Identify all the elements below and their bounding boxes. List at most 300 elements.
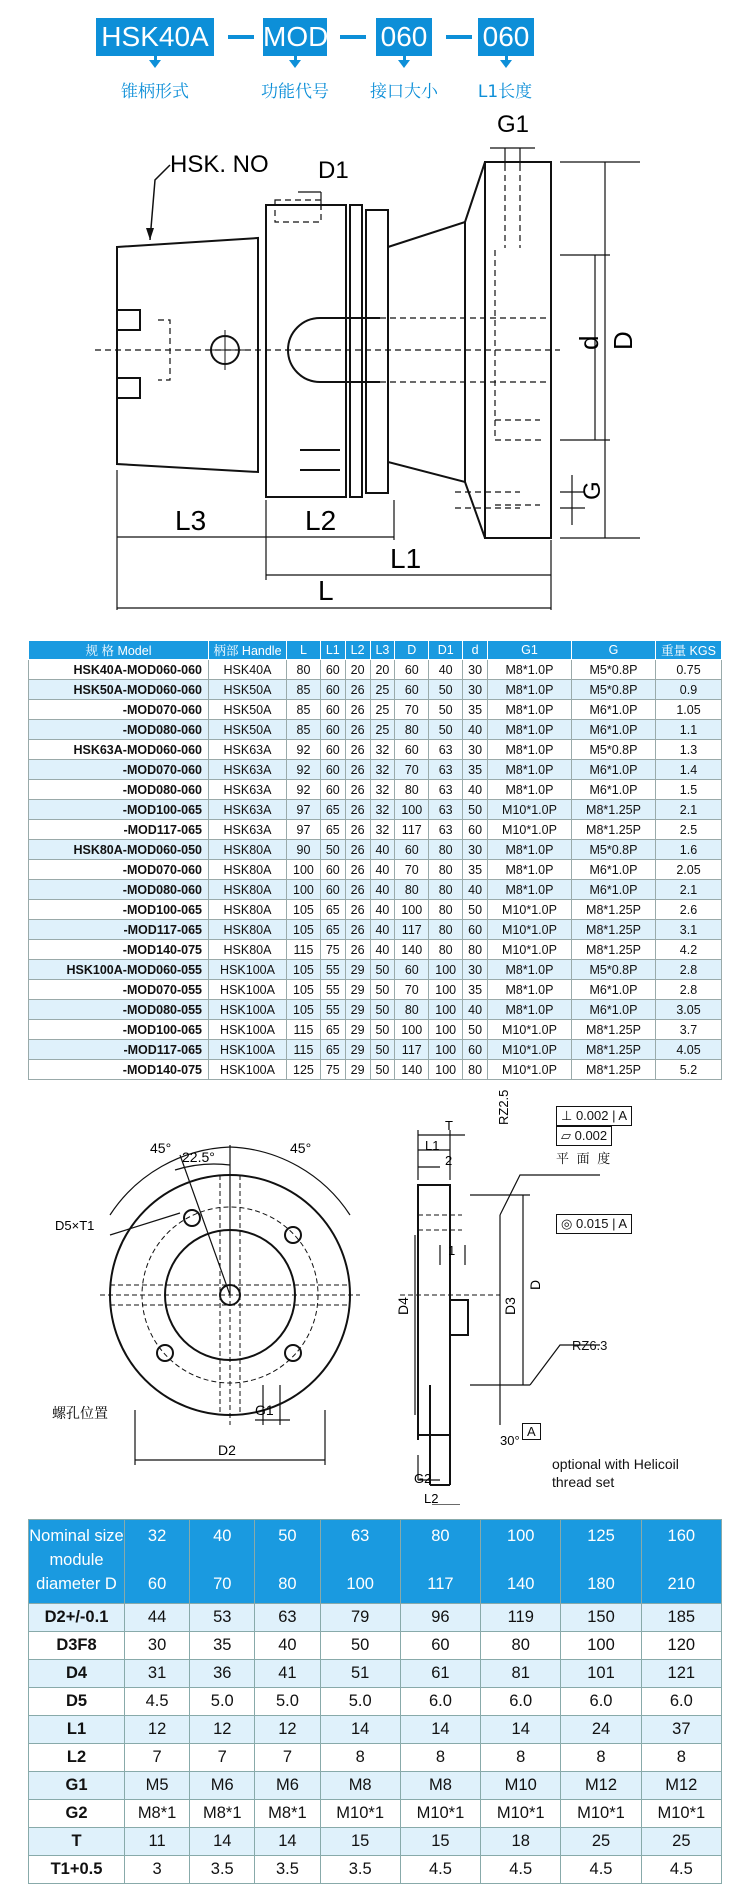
size-cell: 14: [481, 1716, 561, 1744]
size-cell: 30: [125, 1632, 190, 1660]
diameter-value: 180: [587, 1575, 615, 1593]
size-column-header: [190, 1520, 255, 1604]
spec-cell: 75: [320, 940, 345, 960]
size-cell: M10*1: [481, 1800, 561, 1828]
spec-cell: 100: [429, 1000, 463, 1020]
spec-cell: 26: [345, 900, 370, 920]
spec-cell: 100: [395, 800, 429, 820]
spec-cell: M8*1.25P: [572, 1060, 656, 1080]
nominal-size: 32: [147, 1527, 167, 1545]
spec-cell: 50: [429, 720, 463, 740]
spec-cell: M8*1.0P: [488, 860, 572, 880]
size-row: [29, 1828, 722, 1856]
label-two: 2: [445, 1153, 453, 1168]
size-row-label: T: [29, 1828, 125, 1856]
spec-row: [29, 680, 722, 700]
spec-cell: 40: [370, 860, 395, 880]
nominal-size: 63: [350, 1527, 370, 1545]
spec-cell: 40: [370, 940, 395, 960]
size-cell: 3.5: [190, 1856, 255, 1884]
spec-row: [29, 900, 722, 920]
spec-cell: 1.1: [656, 720, 722, 740]
model-cell: -MOD080-060: [29, 780, 209, 800]
spec-cell: 60: [463, 920, 488, 940]
code-length: 060: [478, 18, 534, 56]
size-header-row: [29, 1520, 722, 1604]
size-cell: 7: [125, 1744, 190, 1772]
size-cell: 150: [561, 1604, 641, 1632]
spec-cell: 90: [287, 840, 321, 860]
size-row: [29, 1632, 722, 1660]
spec-cell: 60: [463, 1040, 488, 1060]
spec-cell: 100: [429, 1020, 463, 1040]
spec-cell: 26: [345, 920, 370, 940]
spec-cell: 30: [463, 960, 488, 980]
label-l: L: [318, 575, 334, 606]
spec-cell: 117: [395, 820, 429, 840]
col-handle: 柄部 Handle: [209, 641, 287, 660]
spec-cell: 100: [395, 1020, 429, 1040]
size-cell: 121: [641, 1660, 721, 1688]
spec-cell: 80: [429, 940, 463, 960]
spec-cell: 40: [370, 840, 395, 860]
spec-cell: 70: [395, 860, 429, 880]
spec-cell: 32: [370, 820, 395, 840]
diameter-value: 60: [147, 1575, 167, 1593]
spec-cell: 40: [370, 880, 395, 900]
spec-cell: 35: [463, 860, 488, 880]
spec-cell: 32: [370, 800, 395, 820]
spec-cell: HSK80A: [209, 920, 287, 940]
spec-cell: M8*1.25P: [572, 820, 656, 840]
spec-cell: 60: [320, 780, 345, 800]
model-cell: -MOD100-065: [29, 900, 209, 920]
size-cell: 5.0: [190, 1688, 255, 1716]
spec-cell: M8*1.0P: [488, 880, 572, 900]
spec-cell: 50: [463, 900, 488, 920]
spec-cell: HSK50A: [209, 700, 287, 720]
size-cell: 7: [255, 1744, 320, 1772]
spec-cell: 65: [320, 920, 345, 940]
spec-cell: 140: [395, 940, 429, 960]
size-row-label: L2: [29, 1744, 125, 1772]
spec-cell: 60: [320, 740, 345, 760]
label-l2: L2: [305, 505, 337, 536]
spec-cell: 40: [429, 660, 463, 680]
spec-cell: HSK100A: [209, 1000, 287, 1020]
size-column-header: [641, 1520, 721, 1604]
spec-cell: 60: [320, 660, 345, 680]
spec-cell: 60: [320, 680, 345, 700]
spec-cell: HSK50A: [209, 680, 287, 700]
spec-cell: 2.8: [656, 980, 722, 1000]
spec-cell: M6*1.0P: [572, 1000, 656, 1020]
spec-cell: HSK40A: [209, 660, 287, 680]
spec-cell: HSK63A: [209, 800, 287, 820]
spec-cell: 2.05: [656, 860, 722, 880]
code-taper: HSK40A: [96, 18, 214, 56]
spec-cell: M6*1.0P: [572, 860, 656, 880]
spec-row: [29, 860, 722, 880]
spec-cell: 80: [395, 780, 429, 800]
spec-cell: 32: [370, 740, 395, 760]
spec-cell: 2.6: [656, 900, 722, 920]
spec-cell: 26: [345, 940, 370, 960]
spec-cell: 2.1: [656, 880, 722, 900]
spec-cell: 80: [463, 1060, 488, 1080]
size-cell: 6.0: [400, 1688, 480, 1716]
spec-cell: 50: [463, 800, 488, 820]
spec-cell: 65: [320, 820, 345, 840]
size-cell: 18: [481, 1828, 561, 1856]
size-cell: 79: [320, 1604, 400, 1632]
spec-cell: M5*0.8P: [572, 960, 656, 980]
spec-cell: 105: [287, 920, 321, 940]
spec-cell: 1.5: [656, 780, 722, 800]
size-cell: 6.0: [561, 1688, 641, 1716]
spec-cell: 80: [463, 940, 488, 960]
col-d: D: [395, 641, 429, 660]
size-cell: 101: [561, 1660, 641, 1688]
spec-cell: 100: [429, 1040, 463, 1060]
size-cell: M8*1: [255, 1800, 320, 1828]
model-cell: HSK100A-MOD060-055: [29, 960, 209, 980]
size-column-header: [400, 1520, 480, 1604]
spec-cell: 40: [463, 720, 488, 740]
size-cell: M5: [125, 1772, 190, 1800]
spec-cell: 0.9: [656, 680, 722, 700]
flat-tolerance: 0.002: [574, 1128, 608, 1143]
code-interface: 060: [376, 18, 432, 56]
spec-cell: 80: [287, 660, 321, 680]
spec-cell: 115: [287, 1040, 321, 1060]
spec-cell: 65: [320, 900, 345, 920]
size-cell: 12: [255, 1716, 320, 1744]
size-cell: 185: [641, 1604, 721, 1632]
label-angle-left: 45°: [150, 1140, 172, 1156]
spec-cell: 29: [345, 1000, 370, 1020]
spec-cell: M5*0.8P: [572, 680, 656, 700]
spec-cell: 3.05: [656, 1000, 722, 1020]
spec-cell: M5*0.8P: [572, 660, 656, 680]
size-row: [29, 1856, 722, 1884]
spec-row: [29, 720, 722, 740]
spec-cell: 105: [287, 1000, 321, 1020]
spec-cell: 50: [370, 980, 395, 1000]
size-cell: 8: [400, 1744, 480, 1772]
size-cell: M6: [255, 1772, 320, 1800]
spec-cell: 29: [345, 1040, 370, 1060]
spec-cell: HSK80A: [209, 900, 287, 920]
size-column-header: [481, 1520, 561, 1604]
spec-cell: 92: [287, 780, 321, 800]
spec-row: [29, 840, 722, 860]
concentricity-frame: ◎ 0.015 | A: [556, 1214, 632, 1234]
size-cell: M10: [481, 1772, 561, 1800]
size-cell: 4.5: [641, 1856, 721, 1884]
nominal-size: 100: [506, 1527, 535, 1545]
model-cell: -MOD080-060: [29, 720, 209, 740]
spec-cell: HSK80A: [209, 880, 287, 900]
size-row-label: D2+/-0.1: [29, 1604, 125, 1632]
spec-cell: 105: [287, 900, 321, 920]
size-column-header: [255, 1520, 320, 1604]
diameter-value: 100: [346, 1575, 374, 1593]
code-taper-label: 锥柄形式: [121, 82, 189, 102]
spec-cell: 55: [320, 1000, 345, 1020]
label-rz63: RZ6.3: [572, 1338, 608, 1353]
spec-cell: M8*1.25P: [572, 800, 656, 820]
model-cell: -MOD070-055: [29, 980, 209, 1000]
spec-cell: 0.75: [656, 660, 722, 680]
perpendicularity-frame: ⊥ 0.002 | A: [556, 1106, 632, 1126]
size-cell: 63: [255, 1604, 320, 1632]
spec-cell: 50: [370, 1000, 395, 1020]
label-d1: D1: [318, 157, 349, 184]
spec-row: [29, 920, 722, 940]
label-hole-position: 螺孔位置: [52, 1405, 108, 1421]
label-big-d: D: [527, 1279, 543, 1290]
spec-cell: 2.8: [656, 960, 722, 980]
label-rz25: RZ2.5: [496, 1089, 511, 1125]
size-cell: 44: [125, 1604, 190, 1632]
spec-cell: 50: [370, 960, 395, 980]
size-cell: 3: [125, 1856, 190, 1884]
spec-cell: M10*1.0P: [488, 1020, 572, 1040]
size-row-label: T1+0.5: [29, 1856, 125, 1884]
col-g: G: [572, 641, 656, 660]
label-thread-set: thread set: [552, 1474, 615, 1490]
size-cell: 14: [255, 1828, 320, 1856]
spec-cell: M10*1.0P: [488, 920, 572, 940]
size-cell: 25: [641, 1828, 721, 1856]
size-row-label: G1: [29, 1772, 125, 1800]
spec-cell: 50: [370, 1040, 395, 1060]
size-cell: 8: [320, 1744, 400, 1772]
spec-cell: M8*1.0P: [488, 720, 572, 740]
spec-cell: HSK100A: [209, 960, 287, 980]
spec-cell: M6*1.0P: [572, 700, 656, 720]
spec-cell: 63: [429, 780, 463, 800]
size-cell: 41: [255, 1660, 320, 1688]
model-cell: -MOD140-075: [29, 940, 209, 960]
spec-cell: 70: [395, 700, 429, 720]
size-cell: 6.0: [641, 1688, 721, 1716]
spec-cell: 60: [320, 700, 345, 720]
spec-cell: 1.3: [656, 740, 722, 760]
spec-cell: M8*1.0P: [488, 700, 572, 720]
spec-cell: 40: [370, 920, 395, 940]
size-cell: M8*1: [125, 1800, 190, 1828]
spec-cell: 26: [345, 720, 370, 740]
datum-a-box: A: [522, 1423, 541, 1440]
nominal-size: 40: [213, 1527, 232, 1545]
spec-cell: 4.05: [656, 1040, 722, 1060]
size-cell: M10*1: [400, 1800, 480, 1828]
spec-row: [29, 980, 722, 1000]
perp-tolerance: 0.002: [575, 1108, 609, 1123]
spec-cell: 100: [395, 900, 429, 920]
spec-cell: M8*1.0P: [488, 780, 572, 800]
spec-cell: 26: [345, 840, 370, 860]
nominal-size: 160: [667, 1527, 696, 1545]
spec-cell: 29: [345, 1020, 370, 1040]
spec-cell: M10*1.0P: [488, 1060, 572, 1080]
model-cell: HSK80A-MOD060-050: [29, 840, 209, 860]
spec-cell: 63: [429, 820, 463, 840]
spec-cell: 70: [395, 760, 429, 780]
spec-cell: M8*1.25P: [572, 1020, 656, 1040]
size-cell: 61: [400, 1660, 480, 1688]
size-cell: 119: [481, 1604, 561, 1632]
spec-cell: 60: [320, 720, 345, 740]
size-cell: 3.5: [320, 1856, 400, 1884]
diameter-value: 117: [427, 1575, 454, 1593]
label-d3: D3: [502, 1297, 518, 1315]
spec-cell: M8*1.25P: [572, 920, 656, 940]
spec-cell: 26: [345, 780, 370, 800]
model-cell: -MOD070-060: [29, 860, 209, 880]
spec-cell: HSK63A: [209, 740, 287, 760]
col-weight: 重量 KGS: [656, 641, 722, 660]
model-cell: -MOD070-060: [29, 700, 209, 720]
spec-cell: 35: [463, 700, 488, 720]
spec-cell: 63: [429, 760, 463, 780]
size-column-header: [320, 1520, 400, 1604]
spec-cell: 25: [370, 700, 395, 720]
size-cell: 36: [190, 1660, 255, 1688]
header-line-3: diameter D: [36, 1575, 117, 1593]
label-l2: L2: [424, 1491, 439, 1505]
spec-cell: 1.6: [656, 840, 722, 860]
label-helicoil: optional with Helicoil: [552, 1456, 679, 1472]
diameter-value: 80: [278, 1575, 297, 1593]
size-cell: M10*1: [641, 1800, 721, 1828]
spec-cell: M8*1.0P: [488, 1000, 572, 1020]
nominal-size: 80: [431, 1527, 450, 1545]
spec-cell: HSK80A: [209, 940, 287, 960]
diameter-value: 70: [213, 1575, 232, 1593]
size-cell: 31: [125, 1660, 190, 1688]
size-row: [29, 1744, 722, 1772]
spec-cell: 65: [320, 800, 345, 820]
spec-row: [29, 660, 722, 680]
spec-cell: 3.7: [656, 1020, 722, 1040]
size-cell: 8: [641, 1744, 721, 1772]
spec-cell: M5*0.8P: [572, 840, 656, 860]
size-cell: 80: [481, 1632, 561, 1660]
spec-cell: HSK100A: [209, 1040, 287, 1060]
spec-cell: 70: [395, 980, 429, 1000]
spec-cell: 20: [345, 660, 370, 680]
spec-cell: M8*1.0P: [488, 680, 572, 700]
spec-cell: 40: [463, 780, 488, 800]
spec-cell: 60: [395, 680, 429, 700]
spec-cell: M8*1.25P: [572, 940, 656, 960]
spec-cell: 50: [429, 700, 463, 720]
size-cell: 3.5: [255, 1856, 320, 1884]
size-column-header: [125, 1520, 190, 1604]
model-cell: -MOD080-060: [29, 880, 209, 900]
spec-cell: 85: [287, 720, 321, 740]
spec-cell: 60: [395, 840, 429, 860]
col-small-d: d: [463, 641, 488, 660]
flatness-frame: ▱ 0.002: [556, 1126, 612, 1146]
size-row: [29, 1660, 722, 1688]
size-cell: 4.5: [400, 1856, 480, 1884]
spec-cell: HSK100A: [209, 980, 287, 1000]
size-row-label: D5: [29, 1688, 125, 1716]
spec-cell: 29: [345, 960, 370, 980]
label-t: T: [445, 1118, 453, 1133]
label-angle30: 30°: [500, 1433, 520, 1448]
spec-cell: M6*1.0P: [572, 720, 656, 740]
size-cell: M12: [641, 1772, 721, 1800]
spec-row: [29, 1040, 722, 1060]
size-cell: M8*1: [190, 1800, 255, 1828]
conc-tolerance: 0.015: [575, 1216, 609, 1231]
size-cell: M8: [320, 1772, 400, 1800]
nominal-size: 50: [278, 1527, 297, 1545]
label-one: 1: [448, 1243, 456, 1258]
spec-cell: 32: [370, 760, 395, 780]
size-cell: 6.0: [481, 1688, 561, 1716]
spec-cell: 30: [463, 680, 488, 700]
model-cell: -MOD070-060: [29, 760, 209, 780]
spec-cell: 100: [429, 980, 463, 1000]
size-cell: M8: [400, 1772, 480, 1800]
label-d5t1: D5×T1: [55, 1218, 95, 1233]
spec-cell: HSK50A: [209, 720, 287, 740]
spec-cell: 35: [463, 980, 488, 1000]
spec-cell: 50: [320, 840, 345, 860]
size-cell: 100: [561, 1632, 641, 1660]
spec-cell: 2.1: [656, 800, 722, 820]
spec-row: [29, 800, 722, 820]
model-cell: -MOD117-065: [29, 1040, 209, 1060]
diameter-value: 210: [667, 1575, 696, 1593]
label-g1: G1: [497, 111, 530, 138]
size-row: [29, 1800, 722, 1828]
size-cell: 53: [190, 1604, 255, 1632]
spec-cell: M10*1.0P: [488, 940, 572, 960]
spec-cell: HSK80A: [209, 860, 287, 880]
spec-row: [29, 760, 722, 780]
spec-row: [29, 880, 722, 900]
size-cell: M10*1: [561, 1800, 641, 1828]
spec-cell: M8*1.0P: [488, 740, 572, 760]
spec-cell: M8*1.0P: [488, 840, 572, 860]
size-cell: M10*1: [320, 1800, 400, 1828]
spec-cell: M10*1.0P: [488, 900, 572, 920]
col-l1: L1: [320, 641, 345, 660]
spec-header-row: [29, 641, 722, 660]
model-cell: -MOD117-065: [29, 820, 209, 840]
size-row-label: G2: [29, 1800, 125, 1828]
diameter-value: 140: [506, 1575, 535, 1593]
size-cell: M12: [561, 1772, 641, 1800]
label-d4: D4: [395, 1297, 411, 1315]
spec-cell: 60: [395, 960, 429, 980]
spec-cell: 50: [429, 680, 463, 700]
spec-cell: 60: [320, 760, 345, 780]
spec-cell: 115: [287, 940, 321, 960]
size-cell: 81: [481, 1660, 561, 1688]
spec-cell: 65: [320, 1020, 345, 1040]
col-l3: L3: [370, 641, 395, 660]
size-cell: 4.5: [561, 1856, 641, 1884]
size-cell: 37: [641, 1716, 721, 1744]
